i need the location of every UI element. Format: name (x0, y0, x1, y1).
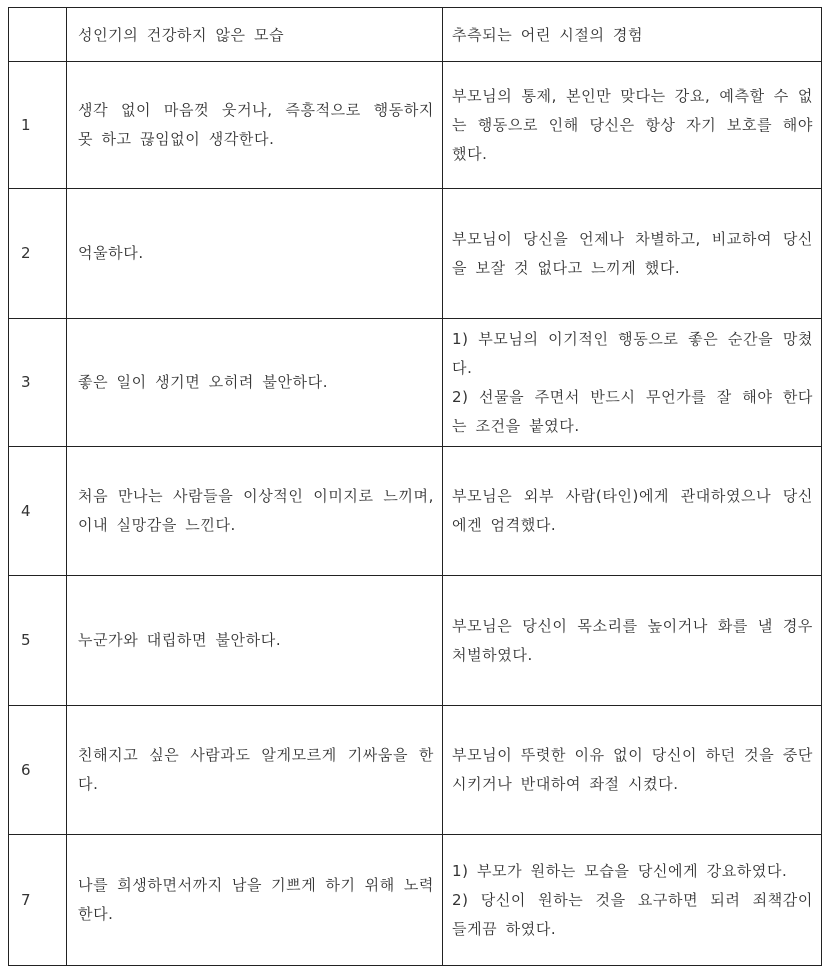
row-number-cell (9, 447, 67, 576)
adult-symptom-text: 좋은 일이 생기면 오히려 불안하다. (78, 373, 329, 391)
childhood-experience-entry: 부모님이 뚜렷한 이유 없이 당신이 하던 것을 중단시키거나 반대하여 좌절 시켰다. (452, 746, 813, 793)
header-number-cell (9, 8, 67, 62)
adult-symptom-text: 처음 만나는 사람들을 이상적인 이미지로 느끼며, 이내 실망감을 느낀다. (78, 487, 434, 534)
row-number-cell (9, 706, 67, 835)
table-row (9, 319, 822, 447)
row-number-cell (9, 576, 67, 706)
childhood-experience-entry: 부모님은 외부 사람(타인)에게 관대하였으나 당신에겐 엄격했다. (452, 487, 813, 534)
table-header-row (9, 8, 822, 62)
row-number-cell (9, 835, 67, 966)
table-row (9, 189, 822, 319)
header-adult-cell (67, 8, 443, 62)
adult-symptom-cell (67, 319, 443, 447)
childhood-experience-entry: 부모님의 통제, 본인만 맞다는 강요, 예측할 수 없는 행동으로 인해 당신은 항상 자기 보호를 해야 했다. (452, 86, 813, 163)
row-number: 3 (21, 373, 32, 391)
adult-symptom-text: 억울하다. (78, 244, 144, 262)
header-adult-label: 성인기의 건강하지 않은 모습 (78, 25, 285, 44)
childhood-experience-cell (443, 706, 822, 835)
childhood-experience-entry-1: 1) 부모님의 이기적인 행동으로 좋은 순간을 망쳤다. (452, 329, 813, 377)
childhood-experience-text (443, 612, 821, 670)
adult-symptom-cell (67, 189, 443, 319)
row-number: 4 (21, 501, 32, 520)
childhood-experience-entry: 부모님이 당신을 언제나 차별하고, 비교하여 당신을 보잘 것 없다고 느끼게 했다. (452, 229, 813, 277)
childhood-experience-cell (443, 447, 822, 576)
childhood-experience-cell (443, 189, 822, 319)
childhood-experience-entry: 부모님은 당신이 목소리를 높이거나 화를 낼 경우 처벌하였다. (452, 616, 813, 664)
table-row (9, 576, 822, 706)
adult-symptom-cell (67, 706, 443, 835)
row-number-cell (9, 319, 67, 447)
childhood-experience-text (443, 225, 821, 283)
experience-table (8, 7, 822, 966)
row-number: 5 (21, 631, 32, 649)
table-row (9, 706, 822, 835)
childhood-experience-entry-1: 1) 부모가 원하는 모습을 당신에게 강요하였다. (452, 861, 788, 880)
childhood-experience-cell (443, 576, 822, 706)
childhood-experience-cell (443, 319, 822, 447)
childhood-experience-text (443, 82, 821, 169)
adult-symptom-cell (67, 62, 443, 189)
adult-symptom-text: 나를 희생하면서까지 남을 기쁘게 하기 위해 노력한다. (78, 876, 434, 923)
adult-symptom-text: 생각 없이 마음껏 웃거나, 즉흥적으로 행동하지 못 하고 끊임없이 생각한다. (78, 101, 434, 148)
childhood-experience-text (443, 741, 821, 799)
childhood-experience-entry-2: 2) 선물을 주면서 반드시 무언가를 잘 해야 한다는 조건을 붙였다. (452, 387, 813, 435)
row-number: 7 (21, 890, 32, 909)
adult-symptom-cell (67, 447, 443, 576)
row-number: 6 (21, 760, 32, 779)
row-number: 2 (21, 244, 32, 262)
table-row (9, 835, 822, 966)
adult-symptom-cell (67, 576, 443, 706)
row-number: 1 (21, 115, 32, 134)
adult-symptom-text: 누군가와 대립하면 불안하다. (78, 631, 282, 649)
row-number-cell (9, 62, 67, 189)
header-childhood-label: 추측되는 어린 시절의 경험 (452, 25, 644, 44)
childhood-experience-entry-2: 2) 당신이 원하는 것을 요구하면 되려 죄책감이 들게끔 하였다. (452, 890, 813, 938)
childhood-experience-text (443, 325, 821, 441)
table-row (9, 447, 822, 576)
childhood-experience-cell (443, 835, 822, 966)
row-number-cell (9, 189, 67, 319)
adult-symptom-cell (67, 835, 443, 966)
childhood-experience-cell (443, 62, 822, 189)
childhood-experience-text (443, 857, 821, 944)
header-childhood-cell (443, 8, 822, 62)
table-row (9, 62, 822, 189)
childhood-experience-text (443, 482, 821, 540)
adult-symptom-text: 친해지고 싶은 사람과도 알게모르게 기싸움을 한다. (78, 746, 434, 793)
